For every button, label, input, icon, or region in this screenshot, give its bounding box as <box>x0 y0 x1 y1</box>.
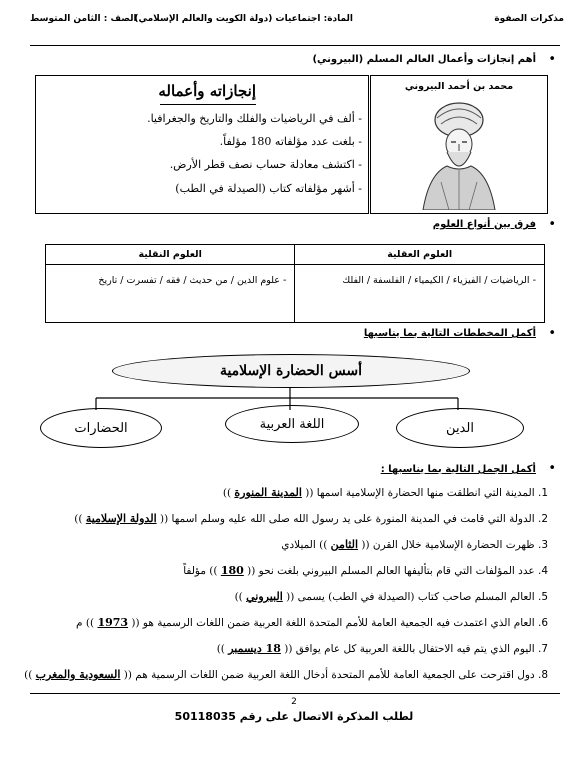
achievements-box-title: إنجازاته وأعماله <box>158 82 256 100</box>
page-number: 2 <box>291 697 297 707</box>
diagram-root-node: أسس الحضارة الإسلامية <box>112 354 470 388</box>
footer-rule <box>30 693 560 694</box>
sentence-3: 3. ظهرت الحضارة الإسلامية خلال القرن (( الثامن )) الميلادي <box>281 538 548 551</box>
transmitted-sciences-header: العلوم النقلية <box>46 245 295 265</box>
sentence-7: 7. اليوم الذي يتم فيه الاحتفال باللغة العربية كل عام يوافق (( 18 ديسمبر )) <box>216 642 548 655</box>
diagram-node-civilizations: الحضارات <box>40 408 162 448</box>
section-title-diagram: أكمل المخططات التالية بما يناسبها <box>363 328 536 339</box>
sentence-2: 2. الدولة التي قامت في المدينة المنورة على يد رسول الله صلى الله عليه وسلم اسمها (( الدولة الإسلامية )) <box>74 512 548 525</box>
achievement-item: - ألف في الرياضيات والفلك والتاريخ والجغرافيا. <box>147 112 362 125</box>
achievement-item: - اكتشف معادلة حساب نصف قطر الأرض. <box>169 158 362 171</box>
bullet-icon: • <box>548 461 556 476</box>
diagram-node-arabic-language: اللغة العربية <box>225 405 359 443</box>
achievement-item: - أشهر مؤلفاته كتاب (الصيدلة في الطب) <box>175 182 362 195</box>
scientist-name: محمد بن أحمد البيروني <box>404 81 514 92</box>
sentence-8: 8. دول اقترحت على الجمعية العامة للأمم المتحدة أدخال اللغة العربية ضمن اللغات الرسمية هم (( السعودية والمغرب )) <box>24 668 548 681</box>
grade-label: الصف : الثامن المتوسط <box>30 14 137 24</box>
sentence-5: 5. العالم المسلم صاحب كتاب (الصيدلة في الطب) يسمى (( البيروني )) <box>234 590 548 603</box>
sentence-4: 4. عدد المؤلفات التي قام بتأليفها العالم المسلم البيروني بلغت نحو (( 180 )) مؤلفاً <box>183 564 548 577</box>
contact-line: لطلب المذكرة الاتصال على رقم 50118035 <box>174 710 414 723</box>
sentence-1: 1. المدينة التي انطلقت منها الحضارة الإسلامية اسمها (( المدينة المنورة )) <box>222 486 548 499</box>
transmitted-sciences-cell: - علوم الدين / من حديث / فقه / تفسرت / تاريخ <box>46 265 295 323</box>
section-title-achievements: أهم إنجازات وأعمال العالم المسلم (البيروني) <box>312 54 536 65</box>
rational-sciences-header: العلوم العقلية <box>295 245 545 265</box>
bullet-icon: • <box>548 217 556 232</box>
sentence-6: 6. العام الذي اعتمدت فيه الجمعية العامة للأمم المتحدة اللغة العربية ضمن اللغات الرسمية هو (( 1973 )) م <box>76 616 548 629</box>
diagram-node-religion: الدين <box>396 408 524 448</box>
notes-label: مذكرات الصفوة <box>494 14 564 24</box>
subject-label: المادة: اجتماعيات (دولة الكويت والعالم الإسلامي) <box>134 14 353 24</box>
bullet-icon: • <box>548 52 556 67</box>
bullet-icon: • <box>548 326 556 341</box>
rational-sciences-cell: - الرياضيات / الفيزياء / الكيمياء / الفلسفة / الفلك <box>295 265 545 323</box>
achievement-item: - بلغت عدد مؤلفاته 180 مؤلفاً. <box>219 135 362 148</box>
section-title-complete-sentences: أكمل الجمل التالية بما يناسبها : <box>380 464 536 475</box>
section-title-sciences: فرق بين أنواع العلوم <box>432 219 536 230</box>
